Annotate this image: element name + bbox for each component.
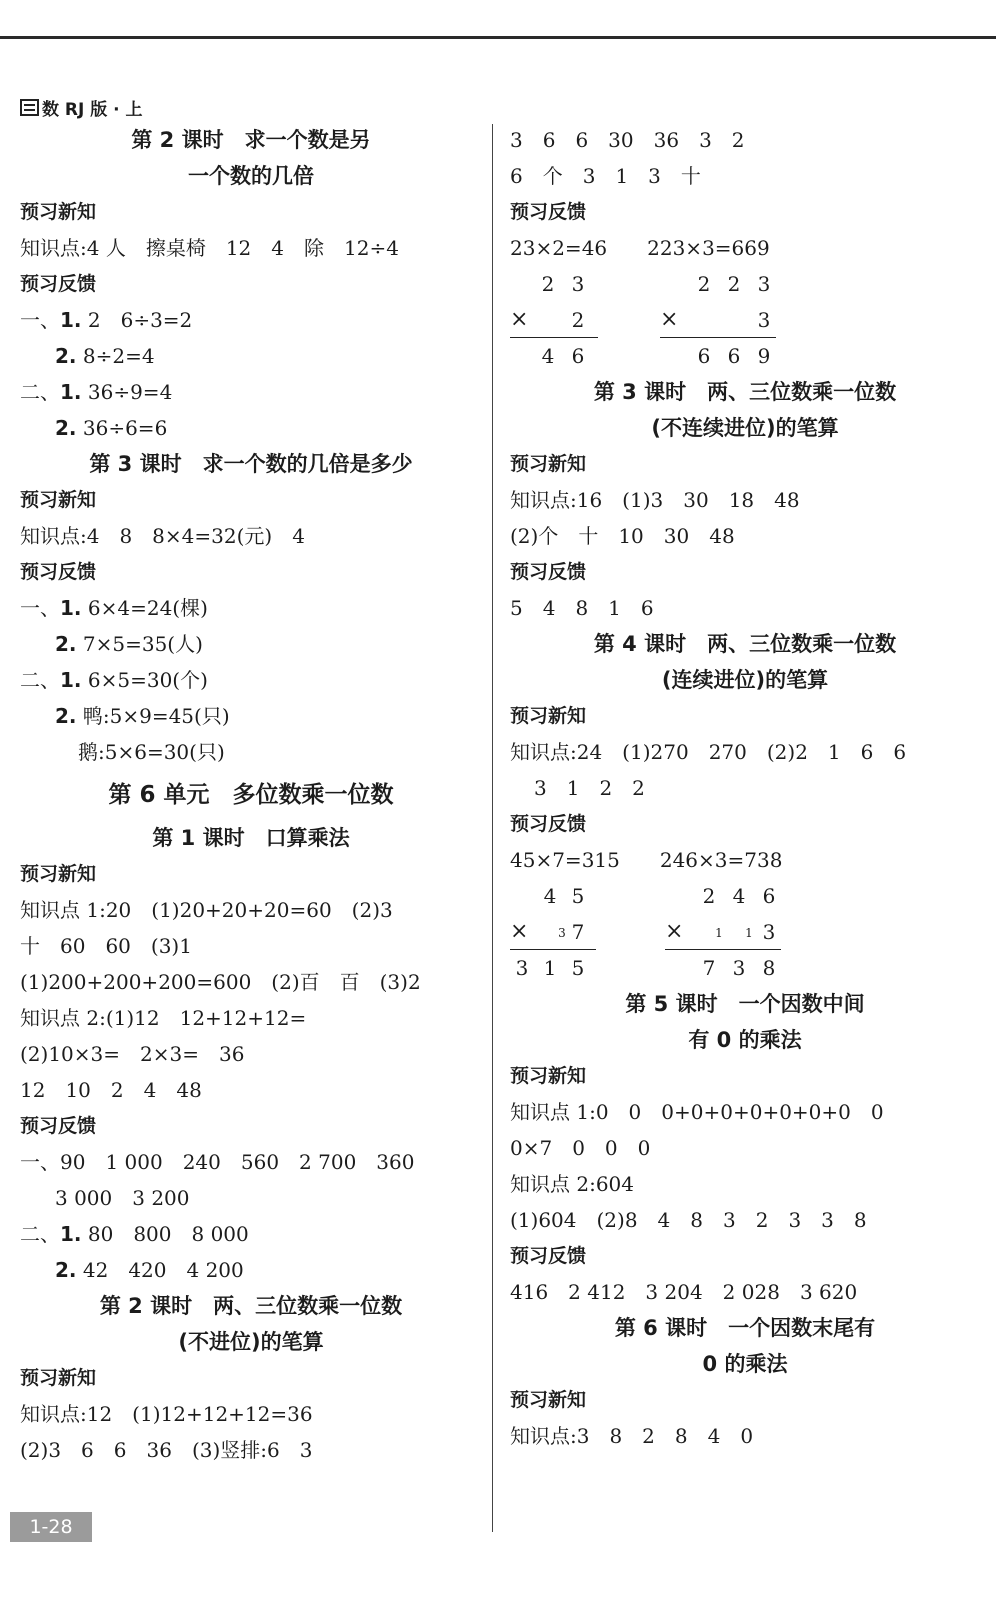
- answer-line: (1)200+200+200=600 (2)百 百 (3)2: [20, 970, 421, 994]
- digit: 6: [762, 884, 776, 908]
- digit: 3: [571, 272, 585, 296]
- answer-line: 3 6 6 30 36 3 2: [510, 128, 745, 152]
- section-heading: 预习反馈: [20, 273, 97, 295]
- vertical-calc-23x2-result: [510, 338, 660, 374]
- digit: 5: [571, 884, 585, 908]
- digit: 3: [515, 956, 529, 980]
- digit: 2: [697, 272, 711, 296]
- answer-line: 一、1. 6×4=24(棵): [20, 596, 208, 620]
- lesson-title: 第 1 课时 口算乘法: [152, 826, 350, 850]
- section-heading: 预习反馈: [510, 561, 587, 583]
- answer-line: 知识点 2:604: [510, 1172, 634, 1196]
- times-sign: ×: [510, 919, 529, 944]
- vertical-calc-23x2-multiplier: [510, 302, 660, 338]
- digit: 4: [543, 884, 557, 908]
- digit: 4: [732, 884, 746, 908]
- answer-line: 45×7=315 246×3=738: [510, 848, 783, 872]
- lesson-title: 第 4 课时 两、三位数乘一位数: [593, 632, 897, 656]
- answer-line: 3 000 3 200: [55, 1186, 190, 1210]
- lesson-title-cont: 0 的乘法: [702, 1352, 788, 1376]
- vertical-calc-223x3-result: [660, 338, 780, 374]
- lesson-title-cont: (不连续进位)的笔算: [651, 416, 839, 440]
- answer-line: 二、1. 36÷9=4: [20, 380, 173, 404]
- section-heading: 预习新知: [20, 1367, 97, 1389]
- section-heading: 预习新知: [510, 1389, 587, 1411]
- digit: 4: [541, 344, 555, 368]
- vertical-calc-246x3-top: [665, 878, 785, 914]
- answer-line: 二、1. 6×5=30(个): [20, 668, 208, 692]
- section-heading: 预习新知: [510, 453, 587, 475]
- digit: 2: [702, 884, 716, 908]
- answer-line: 知识点:16 (1)3 30 18 48: [510, 488, 800, 512]
- digit: 3: [757, 272, 771, 296]
- vertical-calc-223x3-multiplier: [660, 302, 780, 338]
- digit: 9: [757, 344, 771, 368]
- page-header: [20, 96, 143, 118]
- answer-line: 知识点 1:0 0 0+0+0+0+0+0+0 0: [510, 1100, 884, 1124]
- digit: 3: [762, 920, 776, 944]
- digit: 6: [697, 344, 711, 368]
- vertical-calc-45x7-result: [510, 950, 665, 986]
- left-column: [20, 122, 482, 1468]
- answer-line: 一、90 1 000 240 560 2 700 360: [20, 1150, 415, 1174]
- answer-line: 5 4 8 1 6: [510, 596, 654, 620]
- lesson-title-cont: 一个数的几倍: [188, 164, 314, 188]
- answer-line: 一、1. 2 6÷3=2: [20, 308, 193, 332]
- answer-line: (2)3 6 6 36 (3)竖排:6 3: [20, 1438, 313, 1462]
- lesson-title-cont: 有 0 的乘法: [688, 1028, 802, 1052]
- answer-line: 知识点 2:(1)12 12+12+12=: [20, 1006, 307, 1030]
- vertical-calc-23x2-top: [510, 266, 660, 302]
- digit: 2: [541, 272, 555, 296]
- answer-line: 6 个 3 1 3 十: [510, 164, 701, 188]
- answer-line: 鹅:5×6=30(只): [78, 740, 225, 764]
- section-heading: 预习新知: [510, 705, 587, 727]
- digit: 2: [571, 308, 585, 332]
- section-heading: 预习新知: [20, 201, 97, 223]
- lesson-title: 第 2 课时 两、三位数乘一位数: [99, 1294, 403, 1318]
- section-heading: 预习新知: [510, 1065, 587, 1087]
- page-number: 1-28: [10, 1512, 92, 1542]
- section-heading: 预习反馈: [20, 561, 97, 583]
- vertical-calc-246x3-multiplier: [665, 914, 785, 950]
- digit: 3: [757, 308, 771, 332]
- section-heading: 预习反馈: [20, 1115, 97, 1137]
- section-heading: 预习反馈: [510, 201, 587, 223]
- vertical-calc-45x7-multiplier: [510, 914, 665, 950]
- times-sign: ×: [660, 307, 679, 332]
- answer-line: 2. 36÷6=6: [55, 416, 168, 440]
- lesson-title: 第 5 课时 一个因数中间: [625, 992, 865, 1016]
- lesson-title-cont: (连续进位)的笔算: [661, 668, 829, 692]
- section-heading: 预习反馈: [510, 1245, 587, 1267]
- digit: 3: [732, 956, 746, 980]
- answer-line: 知识点:4 人 擦桌椅 12 4 除 12÷4: [20, 236, 399, 260]
- answer-line: 知识点:3 8 2 8 4 0: [510, 1424, 754, 1448]
- vertical-calc-246x3-result: [665, 950, 785, 986]
- answer-line: 知识点:12 (1)12+12+12=36: [20, 1402, 313, 1426]
- answer-line: 二、1. 80 800 8 000: [20, 1222, 249, 1246]
- times-sign: ×: [510, 307, 529, 332]
- answer-line: (2)10×3= 2×3= 36: [20, 1042, 245, 1066]
- digit: 5: [571, 956, 585, 980]
- carry-digit: 1: [745, 926, 753, 940]
- column-divider: [492, 124, 493, 1532]
- answer-line: 2. 8÷2=4: [55, 344, 155, 368]
- digit: 2: [727, 272, 741, 296]
- answer-line: 0×7 0 0 0: [510, 1136, 651, 1160]
- answer-line: 2. 鸭:5×9=45(只): [55, 704, 230, 728]
- header-label: 数 RJ 版 · 上: [42, 99, 143, 120]
- lesson-title-cont: (不进位)的笔算: [178, 1330, 324, 1354]
- times-sign: ×: [665, 919, 684, 944]
- lesson-title: 第 2 课时 求一个数是另: [131, 128, 371, 152]
- carry-digit: 1: [715, 926, 723, 940]
- answer-line: 12 10 2 4 48: [20, 1078, 202, 1102]
- answer-line: 416 2 412 3 204 2 028 3 620: [510, 1280, 858, 1304]
- answer-line: 23×2=46 223×3=669: [510, 236, 770, 260]
- answer-line: 2. 7×5=35(人): [55, 632, 203, 656]
- answer-line: 十 60 60 (3)1: [20, 934, 192, 958]
- top-rule: [0, 36, 996, 39]
- right-column: [510, 122, 980, 1454]
- digit: 6: [571, 344, 585, 368]
- answer-line: 2. 42 420 4 200: [55, 1258, 244, 1282]
- answer-line: 3 1 2 2: [534, 776, 645, 800]
- carry-digit: 3: [558, 926, 566, 940]
- section-heading: 预习新知: [20, 863, 97, 885]
- vertical-calc-223x3-top: [660, 266, 780, 302]
- lesson-title: 第 3 课时 两、三位数乘一位数: [593, 380, 897, 404]
- answer-line: 知识点:24 (1)270 270 (2)2 1 6 6: [510, 740, 907, 764]
- answer-line: 知识点:4 8 8×4=32(元) 4: [20, 524, 305, 548]
- section-heading: 预习反馈: [510, 813, 587, 835]
- digit: 7: [571, 920, 585, 944]
- section-heading: 预习新知: [20, 489, 97, 511]
- digit: 1: [543, 956, 557, 980]
- answer-line: 知识点 1:20 (1)20+20+20=60 (2)3: [20, 898, 393, 922]
- digit: 7: [702, 956, 716, 980]
- answer-line: (1)604 (2)8 4 8 3 2 3 3 8: [510, 1208, 867, 1232]
- digit: 6: [727, 344, 741, 368]
- unit-title: 第 6 单元 多位数乘一位数: [108, 782, 394, 808]
- book-icon: [20, 99, 39, 116]
- lesson-title: 第 3 课时 求一个数的几倍是多少: [89, 452, 413, 476]
- digit: 8: [762, 956, 776, 980]
- vertical-calc-45x7-top: [510, 878, 665, 914]
- lesson-title: 第 6 课时 一个因数末尾有: [614, 1316, 876, 1340]
- answer-line: (2)个 十 10 30 48: [510, 524, 735, 548]
